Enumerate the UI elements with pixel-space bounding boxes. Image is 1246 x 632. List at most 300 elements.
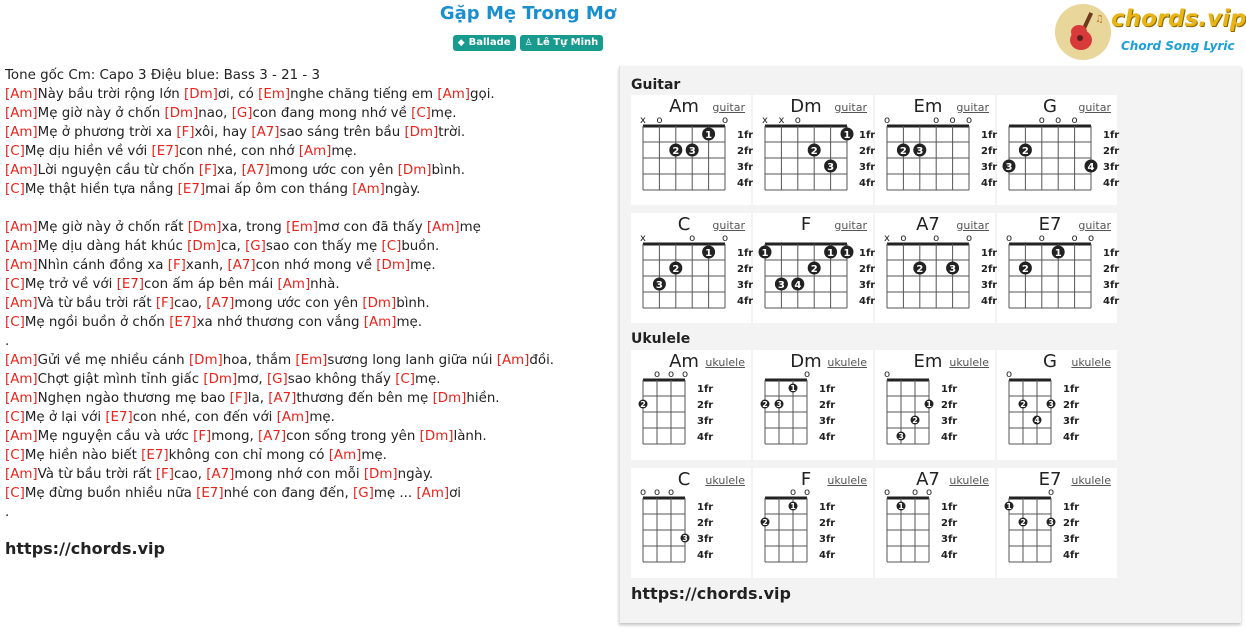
lyric-text: nhé con đang đến, — [223, 486, 354, 501]
chord-tag[interactable]: [Dm] — [184, 87, 218, 102]
instrument-link[interactable]: ukulele — [705, 356, 745, 369]
finger-number: 1 — [790, 502, 796, 511]
chord-tag[interactable]: [Dm] — [203, 372, 238, 387]
fret-number-label: 1fr — [819, 502, 836, 513]
fret-number-label: 3fr — [819, 534, 836, 545]
guitar-chord-card[interactable] — [753, 213, 876, 323]
lyric-text: mong ước con yên — [234, 296, 363, 311]
chord-tag[interactable]: [Dm] — [397, 163, 432, 178]
guitar-chord-card[interactable] — [875, 213, 998, 323]
instrument-link[interactable]: ukulele — [827, 356, 867, 369]
finger-number: 2 — [1021, 264, 1029, 275]
lyric-text: mẹ. — [309, 410, 335, 425]
fret-number-label: 1fr — [737, 248, 754, 259]
lyric-text: mẹ. — [430, 106, 457, 121]
finger-number: 2 — [672, 264, 680, 275]
finger-number: 3 — [1048, 518, 1054, 527]
lyric-text: cao, — [173, 296, 207, 311]
fret-number-label: 2fr — [981, 146, 998, 157]
chord-name: Dm — [790, 351, 822, 372]
ukulele-chord-card[interactable] — [631, 468, 751, 578]
finger-number: 3 — [776, 400, 782, 409]
lyric-text: xôi, hay — [194, 125, 252, 140]
lyric-text: cao, — [173, 467, 207, 482]
fret-number-label: 2fr — [1103, 264, 1120, 275]
fret-number-label: 4fr — [819, 550, 836, 561]
instrument-link[interactable]: guitar — [712, 219, 745, 232]
lyric-text: ngày. — [397, 467, 434, 482]
chord-tag[interactable]: [Dm] — [419, 429, 454, 444]
lyric-text: Gửi về mẹ nhiều cánh — [37, 353, 189, 368]
ukulele-section-title: Ukulele — [631, 331, 691, 347]
guitar-section-title: Guitar — [631, 77, 681, 93]
chord-tag[interactable]: [C] — [5, 182, 25, 197]
lyric-text: . — [5, 505, 10, 520]
chord-tag[interactable]: [Am] — [5, 391, 38, 406]
finger-number: 2 — [1021, 146, 1029, 157]
lyric-text: mẹ ... — [373, 486, 417, 501]
chord-tag[interactable]: [F] — [167, 258, 186, 273]
lyric-line — [5, 142, 605, 161]
fret-number-label: 2fr — [1063, 518, 1080, 529]
lyric-text: sao sáng trên bầu — [279, 125, 405, 140]
instrument-link[interactable]: guitar — [1078, 219, 1111, 232]
lyric-text: mong nhớ con mỗi — [234, 467, 364, 482]
lyric-text: con sống trong yên — [286, 429, 420, 444]
chord-tag[interactable]: [Am] — [363, 315, 397, 330]
finger-number: 3 — [827, 162, 835, 173]
lyric-line — [5, 484, 605, 503]
lyric-text: con nhớ mong về — [255, 258, 377, 273]
chord-tag[interactable]: [Em] — [286, 220, 319, 235]
finger-number: 3 — [898, 432, 904, 441]
chord-tag[interactable]: [F] — [176, 125, 195, 140]
lyric-line — [5, 161, 605, 180]
fret-number-label: 1fr — [1063, 502, 1080, 513]
finger-number: 2 — [899, 146, 907, 157]
fret-number-label: 4fr — [859, 178, 876, 189]
fret-number-label: 4fr — [941, 550, 958, 561]
open-string-mark: o — [653, 369, 661, 380]
lyric-line — [5, 465, 605, 484]
lyric-text: bình. — [396, 296, 430, 311]
chord-diagram — [997, 213, 1120, 323]
instrument-link[interactable]: guitar — [956, 219, 989, 232]
fret-number-label: 4fr — [981, 178, 998, 189]
chord-name: Am — [669, 351, 699, 372]
chord-tag[interactable]: [A7] — [268, 391, 297, 406]
fret-number-label: 4fr — [981, 296, 998, 307]
open-string-mark: o — [1071, 233, 1078, 244]
fret-number-label: 3fr — [941, 534, 958, 545]
fret-number-label: 3fr — [1103, 162, 1120, 173]
chord-tag[interactable]: [G] — [266, 372, 288, 387]
genre-badge[interactable] — [453, 35, 516, 51]
chord-tag[interactable]: [Em] — [295, 353, 328, 368]
chord-tag[interactable]: [A7] — [251, 125, 280, 140]
finger-number: 1 — [843, 248, 851, 259]
open-string-mark: o — [803, 487, 811, 498]
open-string-mark: o — [721, 115, 729, 126]
lyric-text: Nghẹn ngào thương mẹ bao — [37, 391, 230, 406]
fret-number-label: 4fr — [697, 550, 714, 561]
chord-name: F — [800, 469, 812, 490]
guitar-chord-card[interactable] — [875, 95, 998, 205]
lyric-text: bình. — [431, 163, 465, 178]
fret-number-label: 3fr — [737, 280, 754, 291]
open-string-mark: o — [1071, 115, 1078, 126]
chord-tag[interactable]: [A7] — [206, 467, 235, 482]
instrument-link[interactable]: guitar — [956, 101, 989, 114]
lyric-line — [5, 180, 605, 199]
chord-diagram — [875, 350, 995, 460]
site-logo[interactable] — [1053, 3, 1246, 61]
muted-string-mark: x — [640, 115, 646, 126]
lyric-text: mẹ. — [331, 144, 357, 159]
chord-diagram — [997, 468, 1117, 578]
lyric-text: Mẹ giờ này ở chốn — [37, 106, 165, 121]
finger-number: 1 — [926, 400, 932, 409]
fret-number-label: 1fr — [941, 502, 958, 513]
lyric-text: Chợt giật mình tỉnh giấc — [37, 372, 204, 387]
genre-label: Ballade — [468, 37, 511, 48]
fret-number-label: 1fr — [819, 384, 836, 395]
ukulele-chord-card[interactable] — [875, 468, 995, 578]
lyric-line — [5, 218, 605, 237]
finger-number: 3 — [682, 534, 688, 543]
lyric-text: la, — [247, 391, 269, 406]
open-string-mark: o — [1047, 487, 1055, 498]
chord-tag[interactable]: [Am] — [276, 410, 310, 425]
chord-tag[interactable]: [Am] — [5, 429, 38, 444]
instrument-link[interactable]: guitar — [834, 219, 867, 232]
site-link[interactable]: https://chords.vip — [5, 539, 165, 558]
fret-number-label: 2fr — [859, 264, 876, 275]
fret-number-label: 1fr — [1063, 384, 1080, 395]
lyric-text: mẹ. — [410, 258, 436, 273]
fret-number-label: 1fr — [1103, 130, 1120, 141]
instrument-link[interactable]: guitar — [834, 101, 867, 114]
chord-tag[interactable]: [C] — [5, 315, 25, 330]
chord-tag[interactable]: [Am] — [352, 182, 385, 197]
chord-tag[interactable]: [E7] — [116, 277, 145, 292]
chord-tag[interactable]: [C] — [381, 239, 402, 254]
lyric-text: mẹ — [459, 220, 481, 235]
open-string-mark: o — [1038, 233, 1045, 244]
fret-number-label: 3fr — [697, 416, 714, 427]
chord-tag[interactable]: [E7] — [141, 448, 169, 463]
chord-tag[interactable]: [Am] — [5, 353, 38, 368]
lyric-text: xanh, — [185, 258, 228, 273]
chord-tag[interactable]: [C] — [395, 372, 416, 387]
chord-tag[interactable]: [Am] — [437, 87, 470, 102]
chord-tag[interactable]: [Dm] — [164, 106, 199, 121]
lyrics-block — [5, 66, 605, 522]
logo-main-text: chords.vip — [1111, 6, 1246, 32]
finger-number: 3 — [1005, 162, 1013, 173]
finger-number: 2 — [762, 400, 768, 409]
chord-tag[interactable]: [Am] — [5, 125, 38, 140]
lyric-line — [5, 104, 605, 123]
fret-number-label: 2fr — [1063, 400, 1080, 411]
lyric-line — [5, 237, 605, 256]
fret-number-label: 4fr — [697, 432, 714, 443]
chord-diagram — [631, 213, 754, 323]
chord-tag[interactable]: [F] — [155, 296, 174, 311]
chord-tag[interactable]: [G] — [245, 239, 266, 254]
chord-diagram — [631, 350, 751, 460]
guitar-chord-card[interactable] — [753, 95, 876, 205]
lyric-text: Mẹ ở lại với — [24, 410, 106, 425]
chord-name: Am — [669, 96, 699, 117]
chord-diagram — [875, 468, 995, 578]
chord-tag[interactable]: [C] — [5, 144, 25, 159]
chord-tag[interactable]: [C] — [5, 277, 25, 292]
chord-tag[interactable]: [F] — [155, 467, 174, 482]
fret-number-label: 4fr — [737, 296, 754, 307]
chord-tag[interactable]: [Am] — [426, 220, 460, 235]
chord-tag[interactable]: [C] — [5, 410, 25, 425]
open-string-mark: o — [925, 487, 933, 498]
lyric-text: ơi, có — [217, 87, 259, 102]
lyric-text: lành. — [453, 429, 487, 444]
open-string-mark: o — [965, 233, 973, 244]
fret-number-label: 3fr — [981, 280, 998, 291]
chord-tag[interactable]: [E7] — [105, 410, 133, 425]
finger-number: 1 — [790, 384, 796, 393]
lyric-text: Mẹ dịu hiền về với — [24, 144, 152, 159]
lyric-line — [5, 446, 605, 465]
open-string-mark: o — [1005, 233, 1013, 244]
lyric-text: Mẹ ở phương trời xa — [37, 125, 177, 140]
open-string-mark: o — [1055, 115, 1062, 126]
fret-number-label: 3fr — [859, 280, 876, 291]
instrument-link[interactable]: ukulele — [1071, 474, 1111, 487]
chord-tag[interactable]: [Am] — [277, 277, 311, 292]
chord-tag[interactable]: [Am] — [5, 163, 38, 178]
chord-tag[interactable]: [Am] — [5, 106, 38, 121]
instrument-link[interactable]: guitar — [1078, 101, 1111, 114]
fret-number-label: 4fr — [819, 432, 836, 443]
chord-tag[interactable]: [Dm] — [188, 353, 223, 368]
lyric-text: con nhé, con đến với — [132, 410, 277, 425]
lyric-text: gọi. — [470, 87, 495, 102]
fret-number-label: 3fr — [859, 162, 876, 173]
chord-diagram — [631, 468, 751, 578]
chord-name: A7 — [916, 214, 940, 235]
finger-number: 3 — [949, 264, 957, 275]
chord-tag[interactable]: [Am] — [298, 144, 332, 159]
lyric-text: nao, — [198, 106, 232, 121]
fret-number-label: 1fr — [697, 384, 714, 395]
finger-number: 3 — [1048, 400, 1054, 409]
badge-row — [0, 35, 1056, 51]
chord-tag[interactable]: [F] — [229, 391, 248, 406]
muted-string-mark: x — [640, 233, 646, 244]
open-string-mark: o — [933, 115, 940, 126]
lyric-line — [5, 351, 605, 370]
chord-name: Dm — [790, 96, 822, 117]
ukulele-chord-card[interactable] — [753, 350, 873, 460]
lyric-text: đồi. — [529, 353, 555, 368]
fret-number-label: 1fr — [859, 248, 876, 259]
chord-tag[interactable]: [Am] — [5, 467, 38, 482]
open-string-mark: o — [639, 487, 647, 498]
chord-tag[interactable]: [F] — [198, 163, 217, 178]
lyric-text: xa nhớ thương con vắng — [196, 315, 364, 330]
fret-number-label: 1fr — [981, 248, 998, 259]
lyric-text: mai ấp ôm con tháng — [205, 182, 353, 197]
chord-tag[interactable]: [C] — [5, 448, 25, 463]
instrument-link[interactable]: ukulele — [827, 474, 867, 487]
chord-tag[interactable]: [G] — [353, 486, 374, 501]
svg-text:♫: ♫ — [1095, 14, 1104, 25]
fret-number-label: 1fr — [697, 502, 714, 513]
lyric-text: con ấm áp bên mái — [144, 277, 278, 292]
chord-tag[interactable]: [Dm] — [187, 220, 222, 235]
fret-number-label: 2fr — [697, 518, 714, 529]
chord-tag[interactable]: [Am] — [5, 239, 38, 254]
chord-diagram — [875, 213, 998, 323]
guitar-chord-card[interactable] — [997, 213, 1120, 323]
finger-number: 3 — [688, 146, 696, 157]
chord-name: G — [1043, 351, 1057, 372]
fret-number-label: 2fr — [819, 518, 836, 529]
lyric-text: mong, — [211, 429, 258, 444]
fret-number-label: 2fr — [941, 518, 958, 529]
chord-tag[interactable]: [E7] — [177, 182, 206, 197]
logo-sub-text: Chord Song Lyric — [1121, 39, 1235, 53]
chord-tag[interactable]: [Dm] — [362, 296, 397, 311]
lyric-line — [5, 370, 605, 389]
instrument-link[interactable]: ukulele — [949, 474, 989, 487]
lyric-text: mơ, — [237, 372, 267, 387]
author-label: Lê Tự Minh — [536, 37, 599, 48]
chord-name: Em — [913, 351, 943, 372]
open-string-mark: o — [883, 487, 891, 498]
lyric-line — [5, 503, 605, 522]
lyric-text: trời. — [438, 125, 466, 140]
ukulele-chord-card[interactable] — [631, 350, 751, 460]
guitar-chord-card[interactable] — [631, 213, 754, 323]
fret-number-label: 4fr — [941, 432, 958, 443]
ukulele-chord-card[interactable] — [997, 468, 1117, 578]
chord-tag[interactable]: [E7] — [151, 144, 179, 159]
chord-tag[interactable]: [F] — [193, 429, 212, 444]
chord-tag[interactable]: [Am] — [5, 372, 38, 387]
lyric-text: hiền. — [466, 391, 500, 406]
ukulele-chord-card[interactable] — [875, 350, 995, 460]
open-string-mark: o — [911, 487, 919, 498]
chord-tag[interactable]: [Dm] — [363, 467, 398, 482]
lyric-line — [5, 123, 605, 142]
chord-name: F — [800, 214, 812, 235]
lyric-text: mơ con đã thấy — [318, 220, 427, 235]
fret-number-label: 3fr — [697, 534, 714, 545]
ukulele-chord-card[interactable] — [997, 350, 1117, 460]
lyric-text: sao không thấy — [287, 372, 396, 387]
finger-number: 1 — [705, 130, 713, 141]
chord-tag[interactable]: [Dm] — [432, 391, 467, 406]
lyric-text: xa, — [216, 163, 242, 178]
instrument-link[interactable]: ukulele — [949, 356, 989, 369]
lyric-line — [5, 256, 605, 275]
instrument-link[interactable]: guitar — [712, 101, 745, 114]
chord-tag[interactable]: [Am] — [5, 87, 38, 102]
lyric-line — [5, 199, 605, 218]
chord-tag[interactable]: [E7] — [196, 486, 224, 501]
fret-number-label: 1fr — [859, 130, 876, 141]
instrument-link[interactable]: ukulele — [705, 474, 745, 487]
chord-tag[interactable]: [Am] — [5, 296, 38, 311]
open-string-mark: o — [883, 369, 891, 380]
guitar-chord-card[interactable] — [997, 95, 1120, 205]
chord-tag[interactable]: [A7] — [227, 258, 256, 273]
finger-number: 1 — [1054, 248, 1062, 259]
chord-name: Em — [913, 96, 943, 117]
fret-number-label: 3fr — [1063, 534, 1080, 545]
chord-tag[interactable]: [Am] — [5, 220, 38, 235]
finger-number: 2 — [810, 264, 818, 275]
lyric-text: con nhé, con nhớ — [178, 144, 299, 159]
chord-tag[interactable]: [Dm] — [404, 125, 439, 140]
fret-number-label: 3fr — [737, 162, 754, 173]
open-string-mark: o — [689, 233, 696, 244]
author-badge[interactable] — [520, 35, 604, 51]
chord-tag[interactable]: [Am] — [328, 448, 362, 463]
chord-tag[interactable]: [A7] — [241, 163, 270, 178]
chord-tag[interactable]: [G] — [231, 106, 253, 121]
chord-tag[interactable]: [A7] — [258, 429, 287, 444]
guitar-chord-card[interactable] — [631, 95, 754, 205]
finger-number: 4 — [1034, 416, 1040, 425]
lyric-text: sương long lanh giữa núi — [327, 353, 497, 368]
finger-number: 3 — [916, 146, 924, 157]
lyric-text: Nhìn cánh đồng xa — [37, 258, 168, 273]
open-string-mark: o — [883, 115, 891, 126]
chord-tag[interactable]: [Dm] — [187, 239, 221, 254]
open-string-mark: o — [949, 115, 956, 126]
site-link-panel[interactable]: https://chords.vip — [631, 584, 791, 603]
finger-number: 4 — [1087, 162, 1095, 173]
fret-number-label: 2fr — [737, 146, 754, 157]
chord-tag[interactable]: [A7] — [206, 296, 235, 311]
chord-tag[interactable]: [Am] — [496, 353, 530, 368]
chord-tag[interactable]: [Dm] — [376, 258, 411, 273]
chord-tag[interactable]: [Em] — [258, 87, 291, 102]
fret-number-label: 4fr — [859, 296, 876, 307]
instrument-link[interactable]: ukulele — [1071, 356, 1111, 369]
chord-tag[interactable]: [E7] — [169, 315, 197, 330]
lyric-text: Mẹ hiền nào biết — [24, 448, 142, 463]
ukulele-chord-card[interactable] — [753, 468, 873, 578]
lyric-line — [5, 389, 605, 408]
open-string-mark: o — [667, 369, 675, 380]
fret-number-label: 1fr — [1103, 248, 1120, 259]
chord-tag[interactable]: [Am] — [5, 258, 38, 273]
lyric-text: mẹ. — [361, 448, 387, 463]
chord-tag[interactable]: [C] — [411, 106, 431, 121]
muted-string-mark: x — [778, 115, 785, 126]
chord-tag[interactable]: [C] — [5, 486, 25, 501]
lyric-text: Mẹ giờ này ở chốn rất — [37, 220, 188, 235]
open-string-mark: o — [1005, 369, 1013, 380]
tag-icon: ◆ — [457, 38, 465, 48]
lyric-text: nghe chăng tiếng em — [290, 87, 438, 102]
chord-tag[interactable]: [Am] — [416, 486, 450, 501]
finger-number: 2 — [672, 146, 680, 157]
lyric-text: xa, trong — [221, 220, 287, 235]
